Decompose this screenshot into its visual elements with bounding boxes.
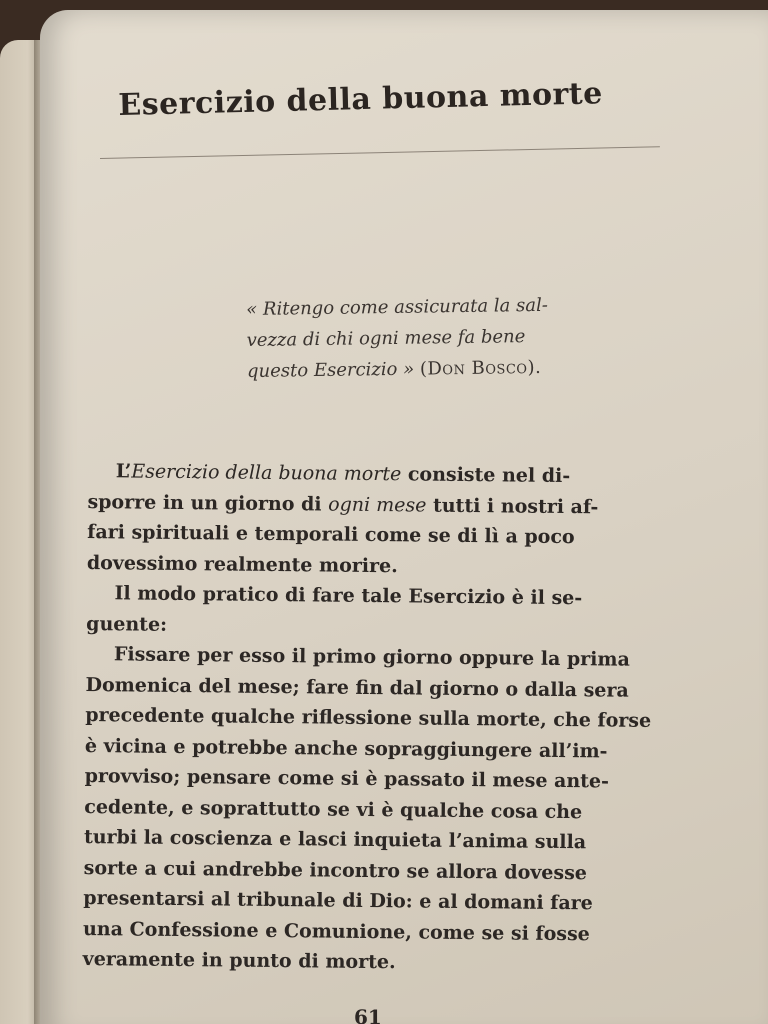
paragraph-3-line-11: veramente in punto di morte. [82,947,396,974]
text-fragment: tutti i nostri af- [426,494,599,518]
paragraph-3-line-10: una Confessione e Comunione, come se si fosse [82,917,590,945]
page-number: 61 [354,1005,382,1024]
text-fragment: sporre in un giorno di [87,490,329,516]
epigraph-line-1: « Ritengo come assicurata la sal- [246,294,548,320]
text-fragment: consiste nel di- [401,463,571,488]
paragraph-3-line-7: turbi la coscienza e lasci inquieta l’anima sulla [83,825,587,854]
paragraph-3-line-1: Fissare per esso il primo giorno oppure la prima [113,643,630,671]
paragraph-3-line-3: precedente qualche riflessione sulla morte, che forse [85,703,652,732]
epigraph-attribution: (Don Bosco). [419,356,542,380]
page-title: Esercizio della buona morte [118,76,604,123]
paragraph-3-line-6: cedente, e soprattutto se vi è qualche cosa che [84,795,583,823]
italic-term: ogni mese [328,493,427,517]
italic-term: Esercizio della buona morte [131,460,402,486]
paragraph-1-line-3: fari spirituali e temporali come se di lì a poco [87,520,575,549]
epigraph-line-3 [247,349,717,387]
paragraph-3-line-2: Domenica del mese; fare fin dal giorno o dalla sera [85,673,629,702]
paragraph-2-line-1: Il modo pratico di fare tale Esercizio è il se- [114,582,583,610]
paragraph-1-line-4: dovessimo realmente morire. [86,551,398,577]
body-text [83,456,708,981]
text-fragment: L’ [115,460,132,483]
paragraph-3-line-4: è vicina e potrebbe anche sopraggiungere all’im- [84,734,608,762]
epigraph-quote [246,287,717,387]
paragraph-3-line-5: provviso; pensare come si è passato il mese ante- [84,764,610,793]
epigraph-line-2: vezza di chi ogni mese fa bene [246,326,526,351]
paragraph-3-line-9: presentarsi al tribunale di Dio: e al domani fare [83,886,593,915]
paragraph-3-line-8: sorte a cui andrebbe incontro se allora dovesse [83,856,588,884]
paragraph-2-line-2: guente: [86,612,168,636]
epigraph-quote-end: questo Esercizio » [246,358,415,382]
